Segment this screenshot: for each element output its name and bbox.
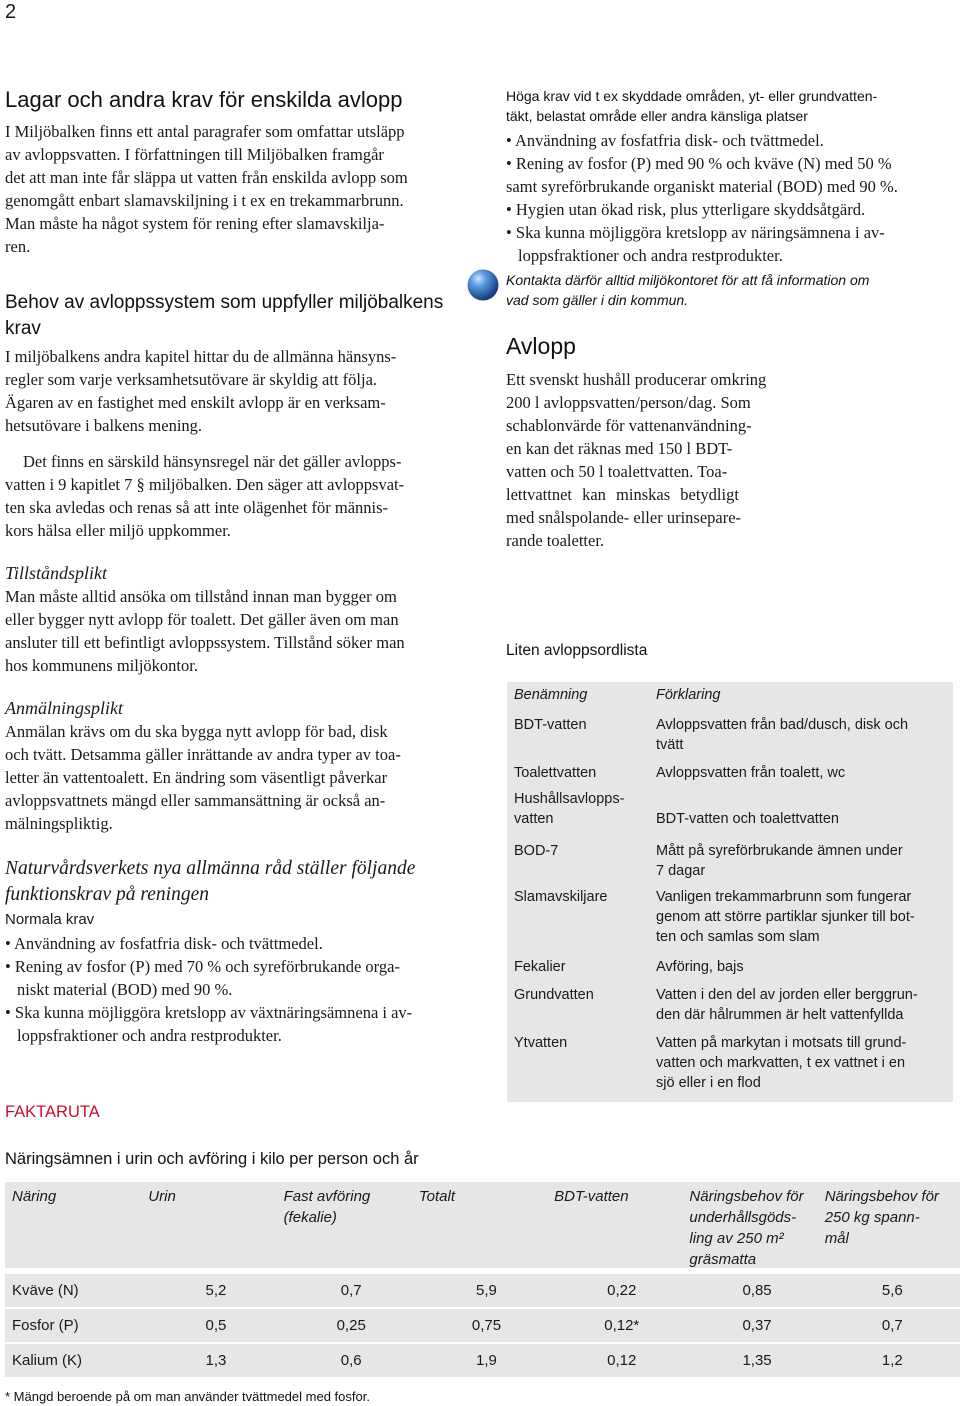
col-header: Näring xyxy=(12,1188,57,1205)
table-row xyxy=(507,1030,953,1102)
list-item: • Hygien utan ökad risk, plus ytterligare skyddsåtgärd. xyxy=(506,200,866,219)
text-line: I Miljöbalken finns ett antal paragrafer som omfattar utsläpp xyxy=(5,122,405,141)
table-row xyxy=(507,954,953,982)
table-cell: 0,75 xyxy=(471,1316,502,1334)
table-cell: 1,9 xyxy=(476,1351,497,1369)
table-cell: 5,2 xyxy=(205,1281,227,1299)
table-cell: 5,6 xyxy=(881,1281,903,1299)
text-line: genomgått enbart slamavskiljning i t ex en trekammarbrunn. xyxy=(5,191,404,210)
glossary-header xyxy=(507,682,953,712)
text-line: vatten i 9 kapitlet 7 § miljöbalken. Den säger att avloppsvat- xyxy=(5,475,405,494)
text-line: ren. xyxy=(5,237,31,256)
text-line: I miljöbalkens andra kapitel hittar du de allmänna hänsyns- xyxy=(5,347,397,366)
list-item-cont: niskt material (BOD) med 90 %. xyxy=(17,980,233,999)
page-title: Lagar och andra krav för enskilda avlopp xyxy=(5,87,403,112)
table-cell: Kalium (K) xyxy=(12,1351,83,1369)
glossary-definition: BDT-vatten och toalettvatten xyxy=(648,786,953,838)
text-line: mälningspliktig. xyxy=(5,814,113,833)
table-row xyxy=(507,838,953,884)
text-line: Ett svenskt hushåll producerar omkring xyxy=(506,370,767,389)
table-row xyxy=(507,712,953,760)
text-line: eller bygger nytt avlopp för toalett. Det gäller även om man xyxy=(5,610,399,629)
normala-krav-list xyxy=(5,932,461,1047)
text-line: hetsutövare i balkens mening. xyxy=(5,416,203,435)
text-line: Ägaren av en fastighet med enskilt avlopp är en verksam- xyxy=(5,393,386,412)
text-line: Man måste ha något system för rening efter slamavskilja- xyxy=(5,214,385,233)
faktaruta-label: FAKTARUTA xyxy=(5,1103,100,1121)
glossary-definition: Avloppsvatten från toalett, wc xyxy=(648,760,953,786)
text-line: schablonvärde för vattenanvändning- xyxy=(506,416,752,435)
col-header: Urin xyxy=(148,1188,176,1205)
text-line: vad som gäller i din kommun. xyxy=(506,292,689,308)
table-cell: 0,85 xyxy=(742,1281,772,1299)
text-line: avloppsvattnets mängd eller sammansättning är också an- xyxy=(5,791,386,810)
heading-line: täkt, belastat område eller andra känsliga platser xyxy=(506,108,808,124)
text-line: och tvätt. Detsamma gäller inrättande av andra typer av toa- xyxy=(5,745,401,764)
table-cell: 1,3 xyxy=(205,1351,227,1369)
col-header: Totalt xyxy=(418,1188,455,1205)
liten-ordlista-heading: Liten avloppsordlista xyxy=(506,642,648,659)
glossary-term: Slamavskiljare xyxy=(507,884,648,954)
text-line: Man måste alltid ansöka om tillstånd innan man bygger om xyxy=(5,587,397,606)
table-cell: Fosfor (P) xyxy=(12,1316,79,1334)
heading-line: funktionskrav på reningen xyxy=(5,884,209,905)
list-item: • Ska kunna möjliggöra kretslopp av växtnäringsämnena i av- xyxy=(5,1003,413,1022)
anmalan-paragraph xyxy=(5,720,461,835)
table-cell: Kväve (N) xyxy=(12,1281,79,1299)
table-cell: 0,7 xyxy=(340,1281,362,1299)
normala-krav-heading: Normala krav xyxy=(5,911,95,928)
table-cell: 1,35 xyxy=(742,1351,772,1369)
glossary-table xyxy=(507,682,953,1102)
nutrient-table-title: Näringsämnen i urin och avföring i kilo per person och år xyxy=(5,1150,419,1168)
globe-icon xyxy=(466,268,500,302)
text-line: regler som varje verksamhetsutövare är skyldig att följa. xyxy=(5,370,378,389)
col-header: Fast avföring (fekalie) xyxy=(283,1188,371,1226)
text-line: med snålspolande- eller urinsepare- xyxy=(506,508,742,527)
list-item-cont: loppsfraktioner och andra restprodukter. xyxy=(518,246,783,265)
list-item-cont: samt syreförbrukande organiskt material (BOD) med 90 %. xyxy=(506,177,898,196)
col-header: Näringsbehov för 250 kg spann- mål xyxy=(824,1188,939,1247)
table-header xyxy=(5,1182,960,1268)
glossary-term: Fekalier xyxy=(507,954,648,982)
list-item: • Rening av fosfor (P) med 90 % och kväve (N) med 50 % xyxy=(506,154,892,173)
text-line: rande toaletter. xyxy=(506,531,605,550)
text-line: Det finns en särskild hänsynsregel när det gäller avlopps- xyxy=(23,452,402,471)
text-line: det att man inte får släppa ut vatten från enskilda avlopp som xyxy=(5,168,408,187)
subheading-anmalan: Anmälningsplikt xyxy=(5,698,123,718)
glossary-definition: Vatten i den del av jorden eller berggrun- den där hålrummen är helt vattenfyllda xyxy=(648,982,953,1030)
section-paragraph xyxy=(5,345,461,437)
col-header: BDT-vatten xyxy=(554,1188,629,1205)
hoga-krav-heading xyxy=(506,86,956,126)
table-cell: 1,2 xyxy=(881,1351,903,1369)
table-cell: 0,22 xyxy=(607,1281,637,1299)
text-line: Anmälan krävs om du ska bygga nytt avlopp för bad, disk xyxy=(5,722,388,741)
glossary-term: Toalettvatten xyxy=(507,760,648,786)
text-line: ten ska avledas och renas så att inte olägenhet för männis- xyxy=(5,498,389,517)
glossary-definition: Vatten på markytan i motsats till grund- vatten och markvatten, t ex vattnet i en sjö eller i en flod xyxy=(648,1030,953,1102)
heading-line: Naturvårdsverkets nya allmänna råd ställer följande xyxy=(5,858,416,879)
table-row xyxy=(507,884,953,954)
table-cell: 5,9 xyxy=(476,1281,497,1299)
text-line: 200 l avloppsvatten/person/dag. Som xyxy=(506,393,751,412)
list-item: • Användning av fosfatfria disk- och tvättmedel. xyxy=(506,131,824,150)
naturvard-heading xyxy=(5,856,475,908)
glossary-header-def: Förklaring xyxy=(648,682,953,712)
table-cell: 0,7 xyxy=(881,1316,903,1334)
text-line: letter än vattentoalett. En ändring som väsentligt påverkar xyxy=(5,768,388,787)
table-cell: 0,12 xyxy=(607,1351,637,1369)
avlopp-heading: Avlopp xyxy=(506,333,576,359)
text-line: kors hälsa eller miljö uppkommer. xyxy=(5,521,231,540)
heading-line: Höga krav vid t ex skyddade områden, yt- eller grundvatten- xyxy=(506,88,878,104)
text-line: lettvattnet kan minskas betydligt xyxy=(506,485,739,504)
table-row xyxy=(5,1344,960,1377)
section-paragraph xyxy=(5,450,461,542)
table-row xyxy=(5,1274,960,1307)
heading-line: Behov av avloppssystem som uppfyller miljöbalkens xyxy=(5,292,444,313)
glossary-term: Ytvatten xyxy=(507,1030,648,1102)
section-heading xyxy=(5,290,475,342)
text-line: vatten och 50 l toalettvatten. Toa- xyxy=(506,462,728,481)
table-cell: 0,5 xyxy=(205,1316,227,1334)
glossary-term: Grundvatten xyxy=(507,982,648,1030)
list-item: • Ska kunna möjliggöra kretslopp av näringsämnena i av- xyxy=(506,223,885,242)
glossary-term: Hushållsavlopps- vatten xyxy=(507,786,648,838)
text-line: hos kommunens miljökontor. xyxy=(5,656,198,675)
table-cell: 0,37 xyxy=(742,1316,772,1334)
table-row xyxy=(5,1309,960,1342)
table-row xyxy=(507,982,953,1030)
list-item: • Rening av fosfor (P) med 70 % och syreförbrukande orga- xyxy=(5,957,400,976)
glossary-definition: Mått på syreförbrukande ämnen under 7 dagar xyxy=(648,838,953,884)
hoga-krav-list xyxy=(506,129,956,267)
glossary-term: BDT-vatten xyxy=(507,712,648,760)
table-cell: 0,25 xyxy=(336,1316,366,1334)
nutrient-table xyxy=(5,1182,960,1377)
table-cell: 0,6 xyxy=(340,1351,362,1369)
text-line: Kontakta därför alltid miljökontoret för att få information om xyxy=(506,272,870,288)
list-item: • Användning av fosfatfria disk- och tvättmedel. xyxy=(5,934,323,953)
avlopp-paragraph xyxy=(506,368,816,552)
glossary-definition: Avföring, bajs xyxy=(648,954,953,982)
glossary-term: BOD-7 xyxy=(507,838,648,884)
text-line: en kan det räknas med 150 l BDT- xyxy=(506,439,733,458)
table-cell: 0,12* xyxy=(604,1316,640,1334)
glossary-definition: Vanligen trekammarbrunn som fungerar genom att större partiklar sjunker till bot- ten och samlas som slam xyxy=(648,884,953,954)
intro-paragraph xyxy=(5,120,461,258)
table-row xyxy=(507,760,953,786)
kontakta-note xyxy=(506,270,956,310)
subheading-tillstand: Tillståndsplikt xyxy=(5,563,108,583)
table-row xyxy=(507,786,953,838)
page-number: 2 xyxy=(5,1,17,23)
text-line: av avloppsvatten. I författningen till Miljöbalken framgår xyxy=(5,145,384,164)
text-line: ansluter till ett befintligt avloppssystem. Tillstånd söker man xyxy=(5,633,405,652)
footnote: * Mängd beroende på om man använder tvättmedel med fosfor. xyxy=(5,1389,370,1404)
heading-line: krav xyxy=(5,318,41,339)
list-item-cont: loppsfraktioner och andra restprodukter. xyxy=(17,1026,282,1045)
col-header: Näringsbehov för underhållsgöds- ling av 250 m² gräsmatta xyxy=(689,1188,804,1268)
glossary-header-term: Benämning xyxy=(507,682,648,712)
glossary-definition: Avloppsvatten från bad/dusch, disk och tvätt xyxy=(648,712,953,760)
tillstand-paragraph xyxy=(5,585,461,677)
